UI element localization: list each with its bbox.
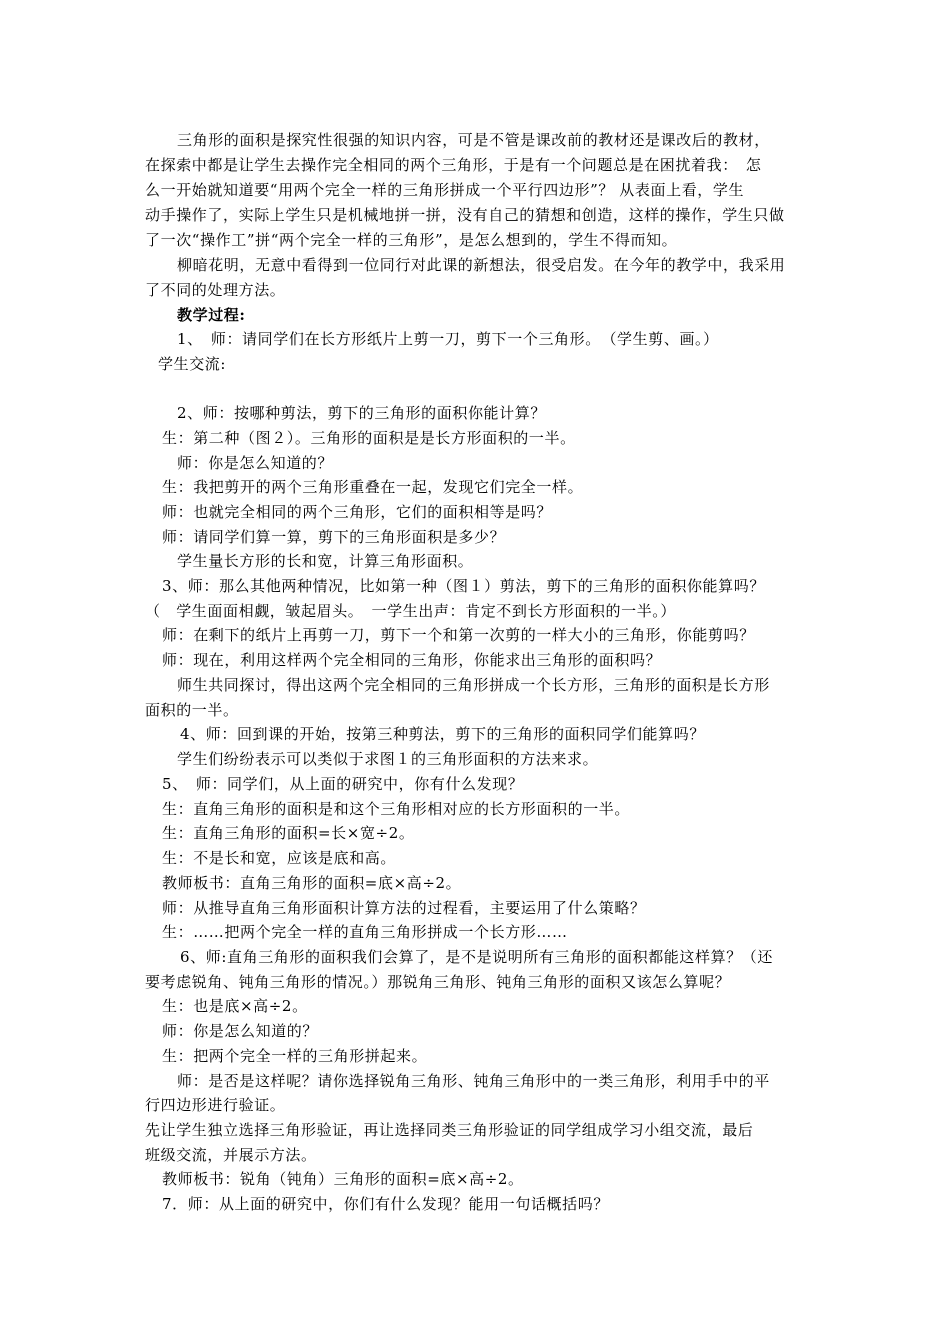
paragraph-line: 师：你是怎么知道的？ bbox=[177, 454, 334, 472]
paragraph-line: 师生共同探讨，得出这两个完全相同的三角形拼成一个长方形，三角形的面积是长方形 bbox=[177, 676, 770, 694]
paragraph-line: 了一次“操作工”拼“两个完全一样的三角形”，是怎么想到的，学生不得而知。 bbox=[145, 231, 678, 249]
paragraph-line: 要考虑锐角、钝角三角形的情况。）那锐角三角形、钝角三角形的面积又该怎么算呢？ bbox=[145, 973, 731, 991]
paragraph-line: 面积的一半。 bbox=[145, 701, 239, 719]
paragraph-line: 三角形的面积是探究性很强的知识内容，可是不管是课改前的教材还是课改后的教材， bbox=[177, 131, 770, 149]
paragraph-line: 师：在剩下的纸片上再剪一刀，剪下一个和第一次剪的一样大小的三角形，你能剪吗？ bbox=[162, 626, 755, 644]
paragraph-line: 学生量长方形的长和宽，计算三角形面积。 bbox=[177, 552, 474, 570]
paragraph-line: 3、师：那么其他两种情况，比如第一种（图１）剪法，剪下的三角形的面积你能算吗？ bbox=[162, 577, 765, 595]
paragraph-line: 动手操作了，实际上学生只是机械地拼一拼，没有自己的猜想和创造，这样的操作，学生只做 bbox=[145, 206, 785, 224]
paragraph-line: 生：……把两个完全一样的直角三角形拼成一个长方形…… bbox=[162, 923, 568, 941]
paragraph-line: 生：直角三角形的面积是和这个三角形相对应的长方形面积的一半。 bbox=[162, 800, 631, 818]
paragraph-line: 生：把两个完全一样的三角形拼起来。 bbox=[162, 1047, 428, 1065]
paragraph-line: 班级交流，并展示方法。 bbox=[145, 1146, 317, 1164]
paragraph-line: 5、 师：同学们，从上面的研究中，你有什么发现？ bbox=[162, 775, 524, 793]
paragraph-line: 师：你是怎么知道的？ bbox=[162, 1022, 319, 1040]
paragraph-line: 学生交流: bbox=[158, 355, 227, 373]
paragraph-line: 2、师：按哪种剪法，剪下的三角形的面积你能计算？ bbox=[177, 404, 546, 422]
paragraph-line: 生：直角三角形的面积=长×宽÷2。 bbox=[162, 824, 415, 842]
paragraph-line: 生：我把剪开的两个三角形重叠在一起，发现它们完全一样。 bbox=[162, 478, 584, 496]
paragraph-line: 么一开始就知道要“用两个完全一样的三角形拼成一个平行四边形”？ 从表面上看，学生 bbox=[145, 181, 745, 199]
paragraph-line: （ 学生面面相觑，皱起眉头。 一学生出声：肯定不到长方形面积的一半。） bbox=[145, 602, 677, 620]
paragraph-line: 在探索中都是让学生去操作完全相同的两个三角形，于是有一个问题总是在困扰着我： 怎 bbox=[145, 156, 762, 174]
paragraph-line: 6、师:直角三角形的面积我们会算了，是不是说明所有三角形的面积都能这样算？（还 bbox=[180, 948, 774, 966]
paragraph-line: 师：是否是这样呢？请你选择锐角三角形、钝角三角形中的一类三角形，利用手中的平 bbox=[177, 1072, 770, 1090]
paragraph-line: 先让学生独立选择三角形验证，再让选择同类三角形验证的同学组成学习小组交流，最后 bbox=[145, 1121, 754, 1139]
paragraph-line: 师：请同学们算一算，剪下的三角形面积是多少？ bbox=[162, 528, 506, 546]
paragraph-line: 学生们纷纷表示可以类似于求图１的三角形面积的方法来求。 bbox=[177, 750, 599, 768]
paragraph-line: 师：也就完全相同的两个三角形，它们的面积相等是吗？ bbox=[162, 503, 553, 521]
paragraph-line: 师：现在，利用这样两个完全相同的三角形，你能求出三角形的面积吗？ bbox=[162, 651, 662, 669]
section-heading: 教学过程: bbox=[177, 306, 246, 324]
paragraph-line: 师：从推导直角三角形面积计算方法的过程看，主要运用了什么策略？ bbox=[162, 899, 646, 917]
paragraph-line: 行四边形进行验证。 bbox=[145, 1096, 286, 1114]
paragraph-line: 教师板书：直角三角形的面积=底×高÷2。 bbox=[162, 874, 462, 892]
paragraph-line: 生：不是长和宽，应该是底和高。 bbox=[162, 849, 397, 867]
paragraph-line: 4、师：回到课的开始，按第三种剪法，剪下的三角形的面积同学们能算吗？ bbox=[180, 725, 705, 743]
paragraph-line: 柳暗花明，无意中看得到一位同行对此课的新想法，很受启发。在今年的教学中，我采用 bbox=[177, 256, 786, 274]
paragraph-line: 教师板书：锐角（钝角）三角形的面积=底×高÷2。 bbox=[162, 1170, 524, 1188]
paragraph-line: 生：也是底×高÷2。 bbox=[162, 997, 308, 1015]
paragraph-line: 7．师：从上面的研究中，你们有什么发现？能用一句话概括吗？ bbox=[162, 1195, 609, 1213]
paragraph-line: 生：第二种（图２）。三角形的面积是是长方形面积的一半。 bbox=[162, 429, 576, 447]
paragraph-line: 了不同的处理方法。 bbox=[145, 281, 286, 299]
paragraph-line: 1、 师：请同学们在长方形纸片上剪一刀，剪下一个三角形。 （学生剪、画。） bbox=[177, 330, 719, 348]
